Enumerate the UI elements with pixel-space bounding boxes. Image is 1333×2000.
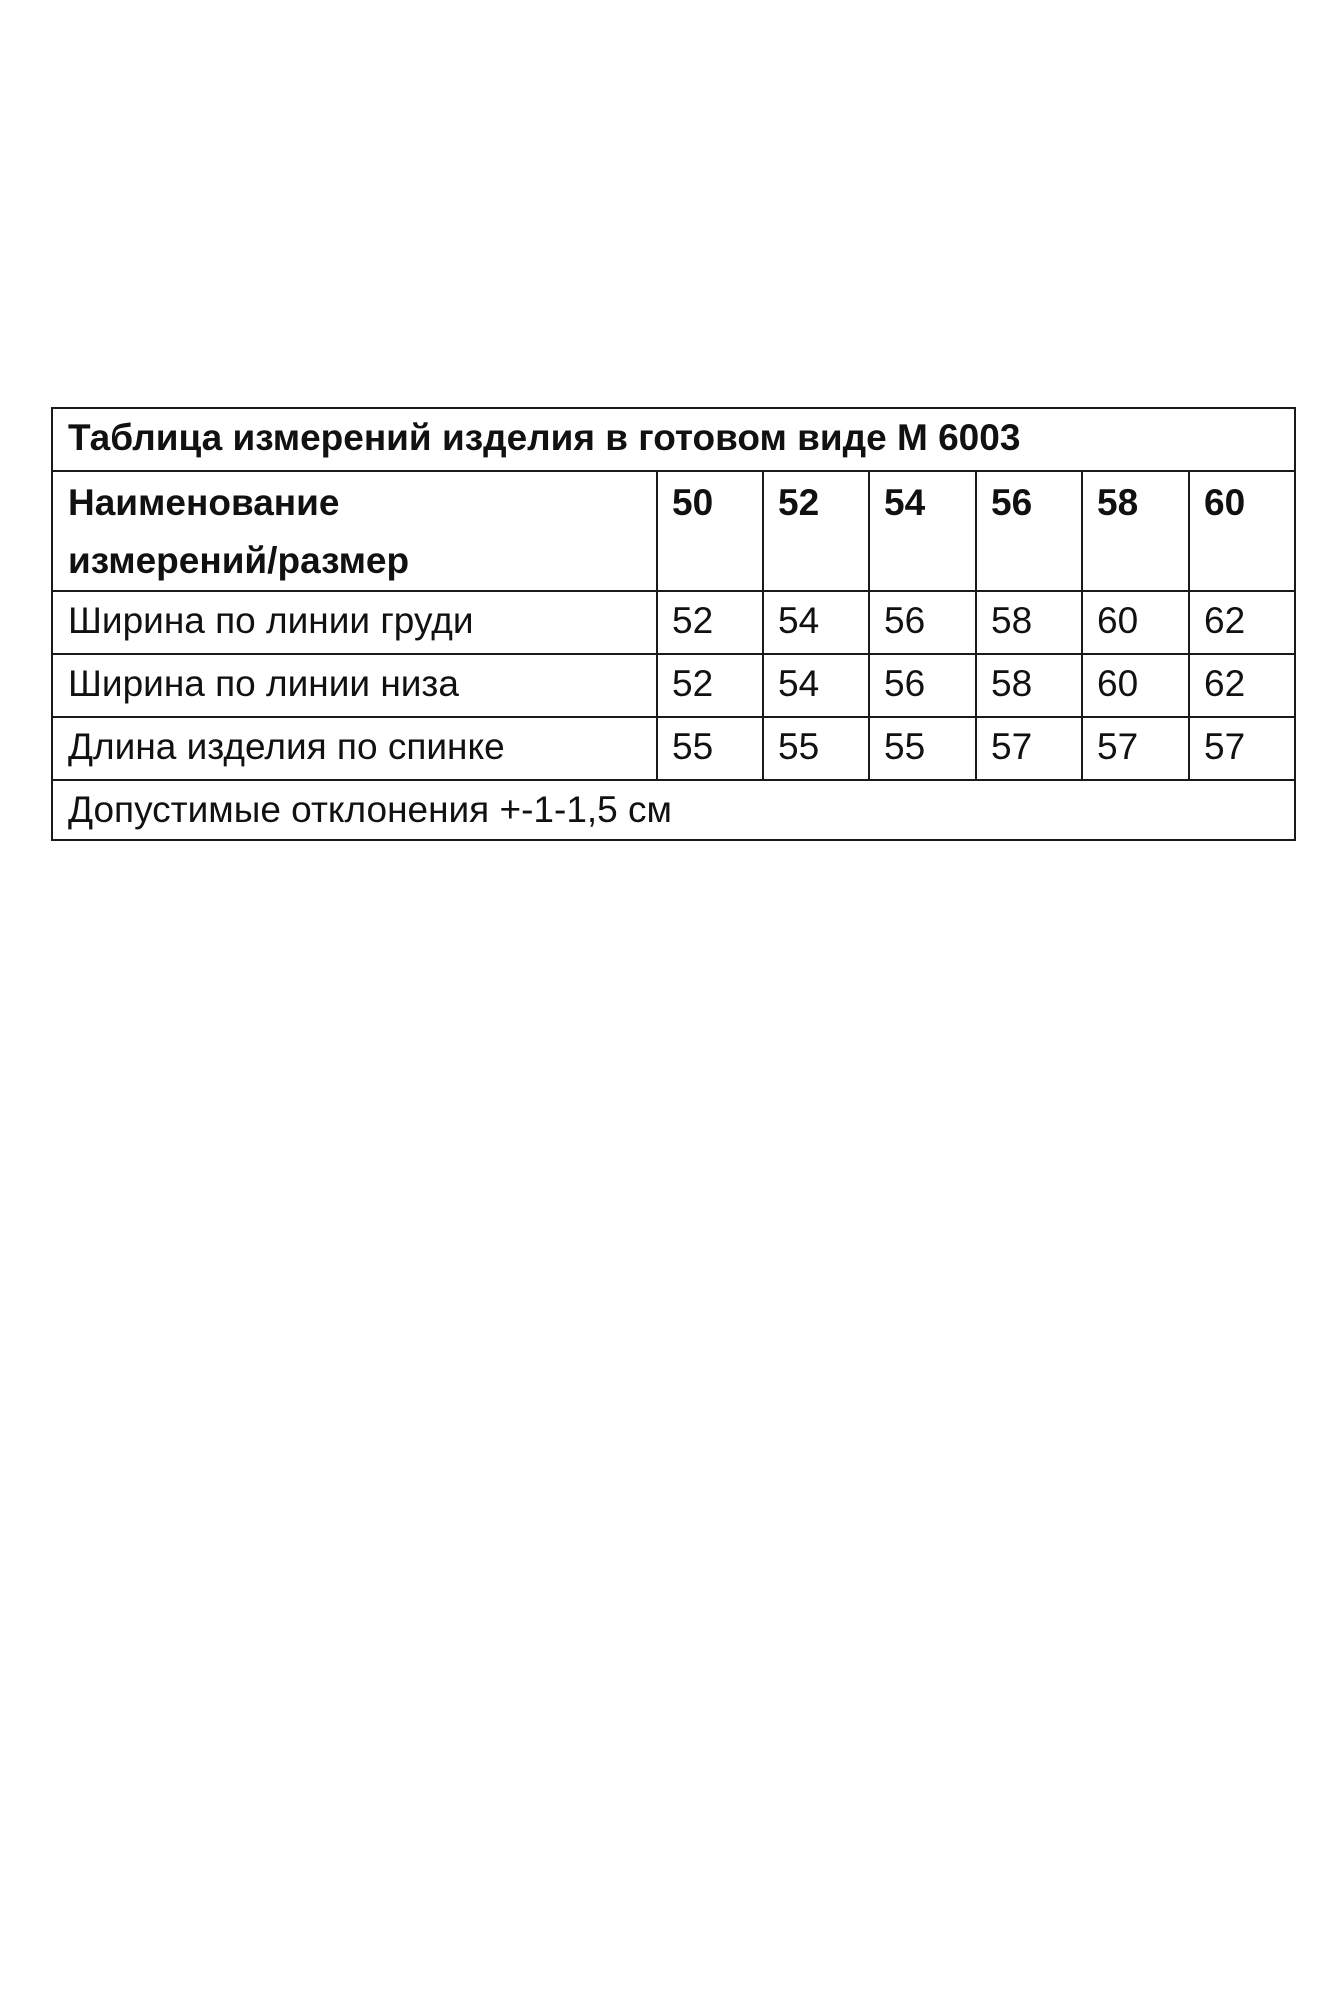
value-cell: 58 (976, 591, 1082, 654)
title-row (52, 408, 1295, 471)
value-cell: 56 (869, 591, 976, 654)
size-header-cell: 52 (763, 471, 869, 591)
value-cell: 57 (1082, 717, 1189, 780)
tolerance-note: Допустимые отклонения +-1-1,5 см (52, 780, 1295, 840)
table-row (52, 591, 1295, 654)
value-cell: 62 (1189, 591, 1295, 654)
table-row (52, 654, 1295, 717)
size-header-cell: 60 (1189, 471, 1295, 591)
value-cell: 52 (657, 591, 763, 654)
value-cell: 55 (869, 717, 976, 780)
value-cell: 55 (763, 717, 869, 780)
size-header-cell: 50 (657, 471, 763, 591)
header-label-line1: Наименование (68, 482, 340, 523)
value-cell: 60 (1082, 591, 1189, 654)
value-cell: 58 (976, 654, 1082, 717)
value-cell: 54 (763, 591, 869, 654)
size-header-cell: 58 (1082, 471, 1189, 591)
value-cell: 56 (869, 654, 976, 717)
value-cell: 57 (976, 717, 1082, 780)
value-cell: 62 (1189, 654, 1295, 717)
note-row (52, 780, 1295, 840)
size-header-cell: 56 (976, 471, 1082, 591)
value-cell: 55 (657, 717, 763, 780)
value-cell: 54 (763, 654, 869, 717)
measurement-table (51, 407, 1296, 841)
value-cell: 52 (657, 654, 763, 717)
row-label-cell: Ширина по линии низа (52, 654, 657, 717)
header-row (52, 471, 1295, 591)
size-header-cell: 54 (869, 471, 976, 591)
header-label-cell (52, 471, 657, 591)
table-title: Таблица измерений изделия в готовом виде М 6003 (52, 408, 1295, 471)
value-cell: 57 (1189, 717, 1295, 780)
row-label-cell: Ширина по линии груди (52, 591, 657, 654)
value-cell: 60 (1082, 654, 1189, 717)
table-row (52, 717, 1295, 780)
header-label-line2: измерений/размер (68, 540, 410, 581)
row-label-cell: Длина изделия по спинке (52, 717, 657, 780)
